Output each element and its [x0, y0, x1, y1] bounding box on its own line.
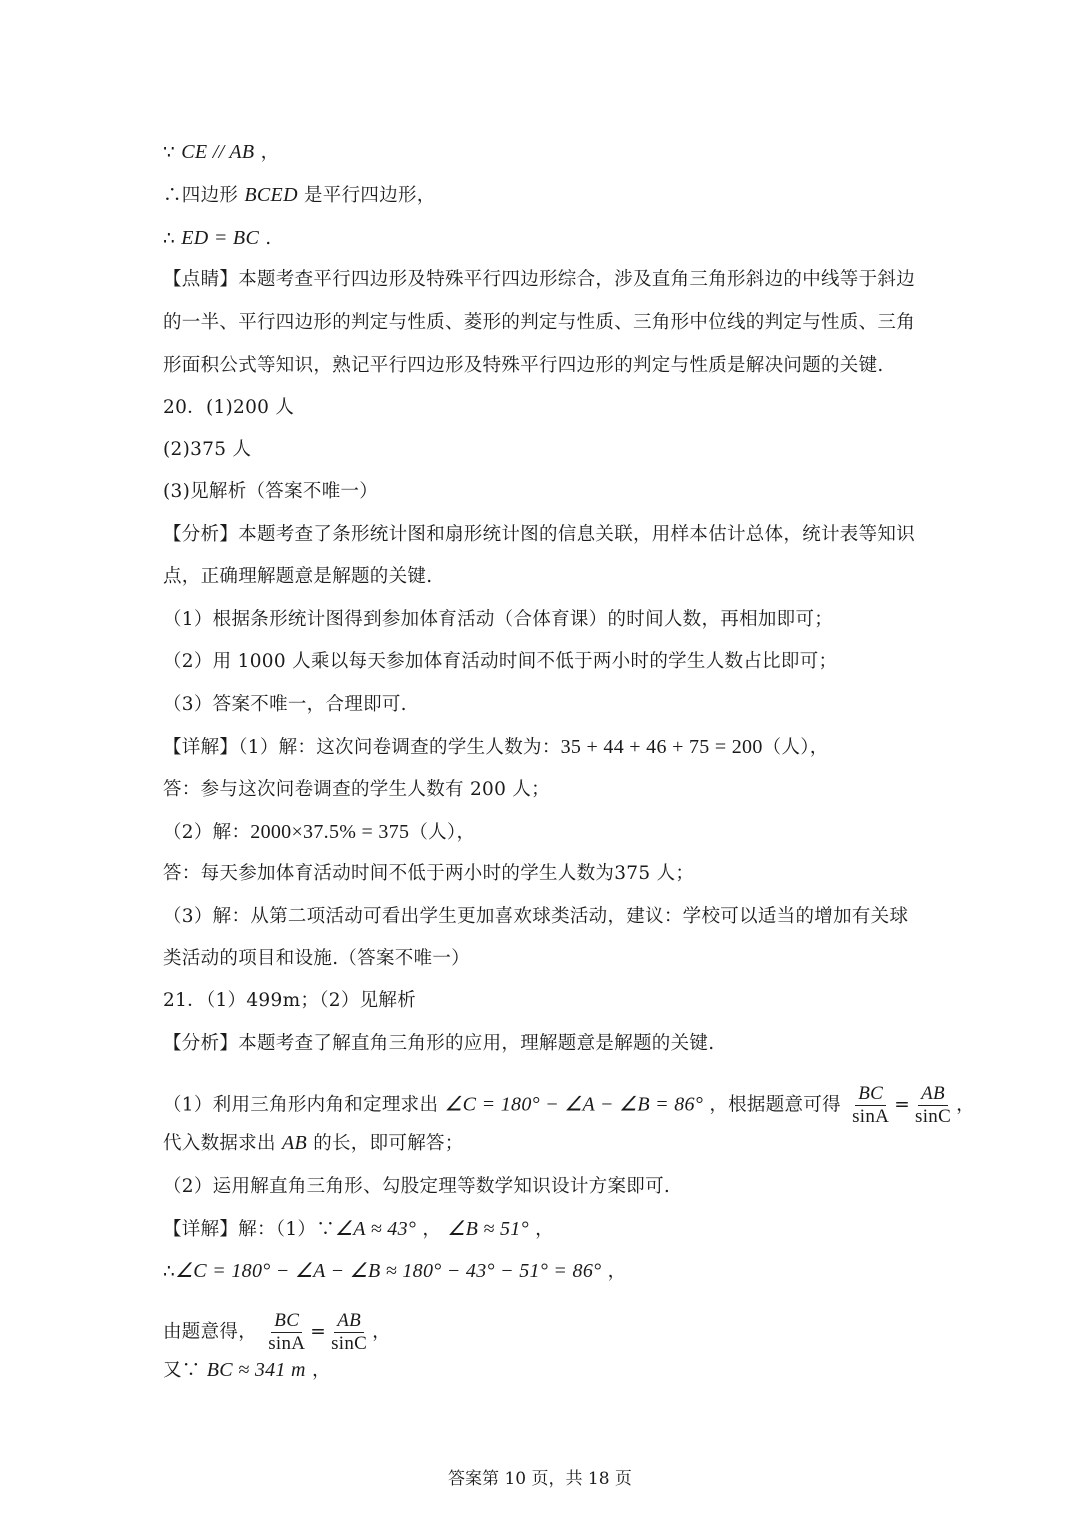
text-segment: ，	[305, 1360, 331, 1381]
fraction	[849, 1083, 892, 1128]
text-segment: (2)375 人	[163, 439, 252, 460]
text-segment: =	[894, 1094, 911, 1116]
text-segment: （3）解：从第二项活动可看出学生更加喜欢球类活动，建议：学校可以适当的增加有关球	[163, 906, 909, 927]
text-segment: 21．（1）499m；（2）见解析	[163, 990, 417, 1011]
text-segment: ，	[956, 1094, 975, 1116]
text-line	[163, 735, 829, 760]
fraction	[912, 1083, 954, 1128]
text-segment: ∴	[163, 228, 182, 249]
text-segment: （2）解：	[163, 822, 251, 843]
math-expression: ∠C = 180° − ∠A − ∠B = 86°	[444, 1093, 704, 1116]
text-segment: （1）利用三角形内角和定理求出	[163, 1094, 445, 1116]
text-segment: 20．(1)200 人	[163, 397, 295, 418]
text-segment: (3)见解析（答案不唯一）	[163, 481, 379, 502]
text-line	[163, 1358, 331, 1383]
text-line	[163, 438, 251, 462]
text-segment: （2）用 1000 人乘以每天参加体育活动时间不低于两小时的学生人数占比即可；	[163, 651, 838, 672]
text-line	[163, 311, 915, 335]
fraction	[328, 1310, 370, 1355]
text-segment: ，	[372, 1321, 391, 1343]
text-line	[163, 396, 294, 420]
text-line	[163, 862, 694, 886]
text-line	[163, 480, 378, 504]
math-expression: AB	[281, 1132, 308, 1154]
text-segment: 类活动的项目和设施.（答案不唯一）	[163, 948, 470, 969]
numerator: AB	[918, 1083, 948, 1106]
text-line	[163, 778, 550, 802]
text-segment: 【详解】（1）解：这次问卷调查的学生人数为：	[163, 737, 561, 758]
text-segment: （1）根据条形统计图得到参加体育活动（合体育课）的时间人数，再相加即可；	[163, 609, 834, 630]
denominator: sinA	[268, 1333, 306, 1354]
text-segment: .	[259, 228, 272, 249]
text-line	[163, 989, 416, 1013]
math-expression: ∠A ≈ 43°	[335, 1218, 417, 1240]
text-segment: （人），	[409, 822, 476, 843]
page-footer: 答案第 10 页，共 18 页	[448, 1469, 632, 1489]
text-segment: ，	[528, 1219, 554, 1240]
math-expression: ED = BC	[181, 227, 260, 249]
text-line	[163, 1310, 391, 1355]
text-segment: （人），	[762, 737, 829, 758]
numerator: BC	[271, 1310, 302, 1333]
text-line	[163, 1175, 670, 1199]
text-line	[163, 523, 915, 547]
text-segment: 答：每天参加体育活动时间不低于两小时的学生人数为375 人；	[163, 863, 695, 884]
text-line	[163, 820, 475, 845]
text-line	[163, 140, 279, 165]
text-segment: （2）运用解直角三角形、勾股定理等数学知识设计方案即可.	[163, 1176, 671, 1197]
text-segment: ，根据题意可得	[703, 1094, 848, 1116]
text-line	[163, 1032, 714, 1056]
math-expression: 35 + 44 + 46 + 75 = 200	[560, 736, 763, 758]
math-expression: 2000×37.5% = 375	[250, 821, 410, 843]
text-line	[163, 565, 432, 589]
text-segment: 由题意得，	[163, 1321, 264, 1343]
text-segment: 答：参与这次问卷调查的学生人数有 200 人；	[163, 779, 550, 800]
text-line	[163, 1259, 626, 1284]
text-segment: 形面积公式等知识，熟记平行四边形及特殊平行四边形的判定与性质是解决问题的关键.	[163, 355, 884, 376]
text-segment: 【分析】本题考查了条形统计图和扇形统计图的信息关联，用样本估计总体，统计表等知识	[163, 524, 916, 545]
denominator: sinC	[331, 1333, 368, 1354]
text-line	[163, 693, 407, 717]
denominator: sinC	[915, 1106, 952, 1127]
math-expression: ∠B ≈ 51°	[447, 1218, 529, 1240]
text-line	[163, 1131, 464, 1156]
text-line	[163, 1083, 975, 1128]
text-segment: 【详解】解：（1）∵	[163, 1219, 336, 1240]
text-line	[163, 1217, 554, 1242]
numerator: AB	[334, 1310, 364, 1333]
text-segment: ，	[601, 1261, 627, 1282]
text-segment: 点，正确理解题意是解题的关键.	[163, 566, 433, 587]
numerator: BC	[855, 1083, 886, 1106]
text-segment: 又∵	[163, 1360, 207, 1381]
text-line	[163, 268, 915, 292]
math-expression: BC ≈ 341 m	[206, 1359, 306, 1381]
text-line	[163, 650, 837, 674]
math-expression: CE // AB	[181, 141, 255, 163]
text-line	[163, 947, 470, 971]
text-line	[163, 608, 833, 632]
text-line	[163, 183, 436, 208]
fraction	[265, 1310, 308, 1355]
text-segment: 【分析】本题考查了解直角三角形的应用，理解题意是解题的关键.	[163, 1033, 715, 1054]
text-segment: 是平行四边形，	[297, 185, 436, 206]
text-segment: （3）答案不唯一，合理即可.	[163, 694, 407, 715]
text-line	[163, 905, 908, 929]
denominator: sinA	[852, 1106, 890, 1127]
text-segment: ∴四边形	[163, 185, 245, 206]
text-segment: ，	[416, 1219, 448, 1240]
math-expression: BCED	[244, 184, 298, 206]
text-segment: 的一半、平行四边形的判定与性质、菱形的判定与性质、三角形中位线的判定与性质、三角	[163, 312, 916, 333]
text-line	[163, 226, 271, 251]
text-segment: ，	[254, 142, 280, 163]
text-segment: 代入数据求出	[163, 1133, 282, 1154]
text-segment: 的长，即可解答；	[307, 1133, 464, 1154]
text-segment: 【点睛】本题考查平行四边形及特殊平行四边形综合，涉及直角三角形斜边的中线等于斜边	[163, 269, 916, 290]
text-line	[163, 354, 884, 378]
text-segment: ∴	[163, 1261, 176, 1282]
math-expression: ∠C = 180° − ∠A − ∠B ≈ 180° − 43° − 51° = 86°	[175, 1260, 602, 1282]
text-segment: =	[310, 1321, 327, 1343]
text-segment: ∵	[163, 142, 182, 163]
